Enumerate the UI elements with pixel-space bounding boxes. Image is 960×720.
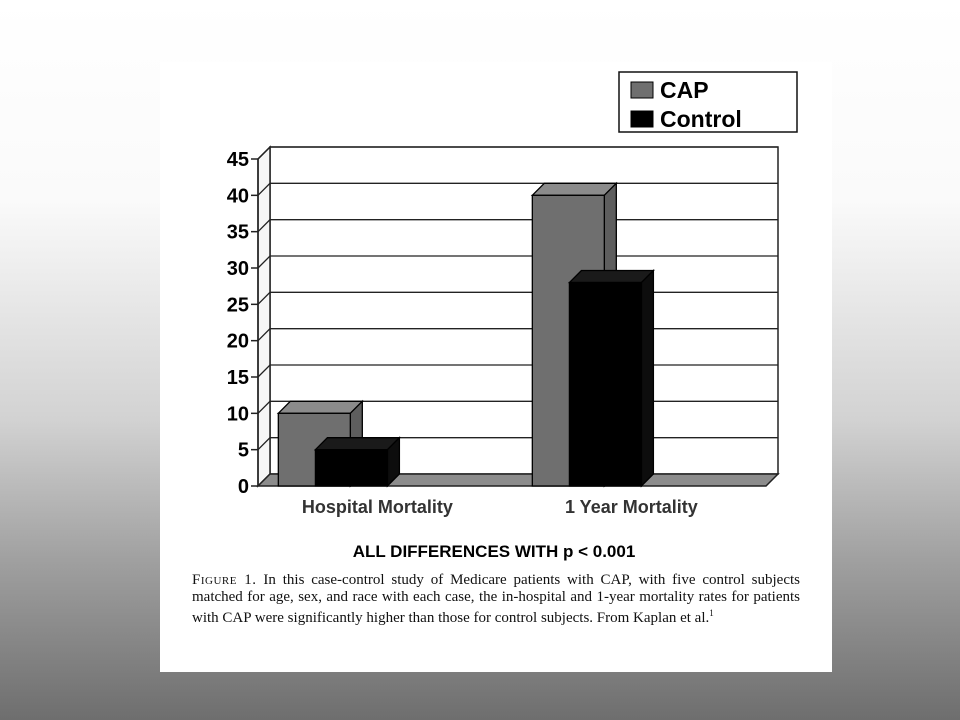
y-tick-label: 15 xyxy=(226,367,249,389)
bar-front xyxy=(569,283,641,486)
y-tick-label: 10 xyxy=(226,403,249,426)
caption-text: In this case-control study of Medicare patients with CAP, with five control subjects matched for age, sex, and race with each case, the in-hospital and 1-year mortality rates for patients with CAP were significantly higher than those for control subjects. From Kaplan et al. xyxy=(192,572,800,626)
bar-top xyxy=(278,401,362,413)
chart-annotation: ALL DIFFERENCES WITH p < 0.001 xyxy=(352,542,636,561)
bar-control-2 xyxy=(569,271,653,486)
legend-swatch-cap xyxy=(631,82,653,98)
legend-swatch-control xyxy=(631,111,653,127)
legend xyxy=(619,72,797,132)
y-tick-label: 25 xyxy=(226,294,249,317)
y-tick-label: 5 xyxy=(237,439,249,462)
y-tick-label: 45 xyxy=(226,149,249,171)
caption-label: Figure 1. xyxy=(192,572,257,588)
legend-label-cap: CAP xyxy=(660,77,709,103)
figure-caption xyxy=(192,572,800,668)
bar-top xyxy=(532,183,616,195)
legend-label-control: Control xyxy=(660,106,742,132)
x-tick-label: 1 Year Mortality xyxy=(565,497,698,517)
x-axis-labels xyxy=(302,497,698,517)
y-tick-label: 0 xyxy=(237,476,249,498)
bar-top xyxy=(315,438,399,450)
y-tick-label: 35 xyxy=(226,221,249,244)
bar-top xyxy=(569,271,653,283)
y-tick-label: 40 xyxy=(226,185,249,208)
bar-control-1 xyxy=(315,438,399,486)
x-tick-label: Hospital Mortality xyxy=(301,497,453,517)
bar-front xyxy=(315,450,387,486)
chart-side-wall xyxy=(258,147,270,486)
bar-side xyxy=(641,271,653,486)
y-axis-ticks xyxy=(227,149,249,498)
y-tick-label: 20 xyxy=(226,330,249,353)
y-tick-label: 30 xyxy=(226,258,249,280)
caption-reference: 1 xyxy=(709,608,714,618)
